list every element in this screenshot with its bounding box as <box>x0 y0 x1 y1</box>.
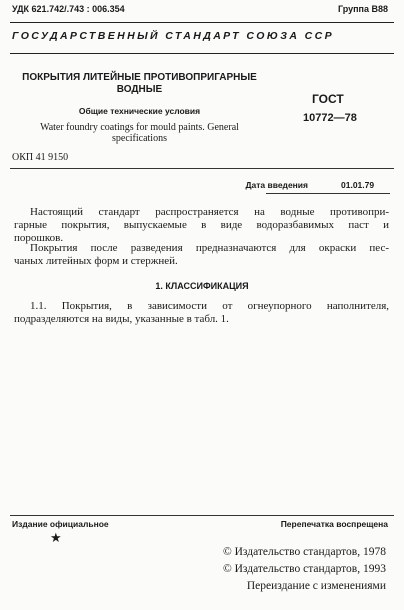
date-label: Дата введения <box>245 180 308 190</box>
gost-label: ГОСТ <box>312 92 344 106</box>
title-line-2: ВОДНЫЕ <box>116 84 163 95</box>
section-paragraph <box>14 300 389 326</box>
header-rule-bottom <box>10 53 394 54</box>
english-title-line-2: specifications <box>112 133 167 144</box>
text-line: 1.1. Покрытия, в зависимости от огнеупорного наполнителя, <box>30 300 389 312</box>
group-code: Группа В88 <box>337 4 388 14</box>
english-title <box>12 122 267 144</box>
text-line: подразделяются на виды, указанные в табл. 1. <box>14 313 229 325</box>
copyright-1993: © Издательство стандартов, 1993 <box>222 563 386 575</box>
date-rule <box>266 193 390 194</box>
text-line: гарные покрытия, выпускаемые в виде водоразбавимых паст и <box>14 219 389 231</box>
footer-rule <box>10 515 394 516</box>
state-standard-banner: ГОСУДАРСТВЕННЫЙ СТАНДАРТ СОЮЗА ССР <box>12 30 335 42</box>
intro-paragraph-1 <box>14 206 389 245</box>
udk-code: УДК 621.742/.743 : 006.354 <box>12 4 125 14</box>
section-heading: 1. КЛАССИФИКАЦИЯ <box>155 281 249 291</box>
reissue-note: Переиздание с изменениями <box>246 580 386 592</box>
text-line: Покрытия после разведения предназначаются для окраски пес- <box>30 242 389 254</box>
edition-label: Издание официальное <box>12 519 109 529</box>
text-line: Настоящий стандарт распространяется на водные противопри- <box>30 206 389 218</box>
reprint-notice: Перепечатка воспрещена <box>280 519 388 529</box>
date-value: 01.01.79 <box>341 180 375 190</box>
header-rule-top <box>10 22 394 23</box>
text-line: порошков. <box>14 232 64 244</box>
document-subtitle: Общие технические условия <box>78 106 201 116</box>
okp-code: ОКП 41 9150 <box>12 152 69 163</box>
document-title <box>12 72 267 96</box>
star-icon: ★ <box>50 530 62 545</box>
copyright-1978: © Издательство стандартов, 1978 <box>222 546 386 558</box>
title-rule <box>10 168 394 169</box>
intro-paragraph-2 <box>14 242 389 268</box>
english-title-line-1: Water foundry coatings for mould paints. General <box>40 122 239 133</box>
title-line-1: ПОКРЫТИЯ ЛИТЕЙНЫЕ ПРОТИВОПРИГАРНЫЕ <box>22 72 257 83</box>
gost-number: 10772—78 <box>303 112 357 124</box>
text-line: чаных литейных форм и стержней. <box>14 255 178 267</box>
